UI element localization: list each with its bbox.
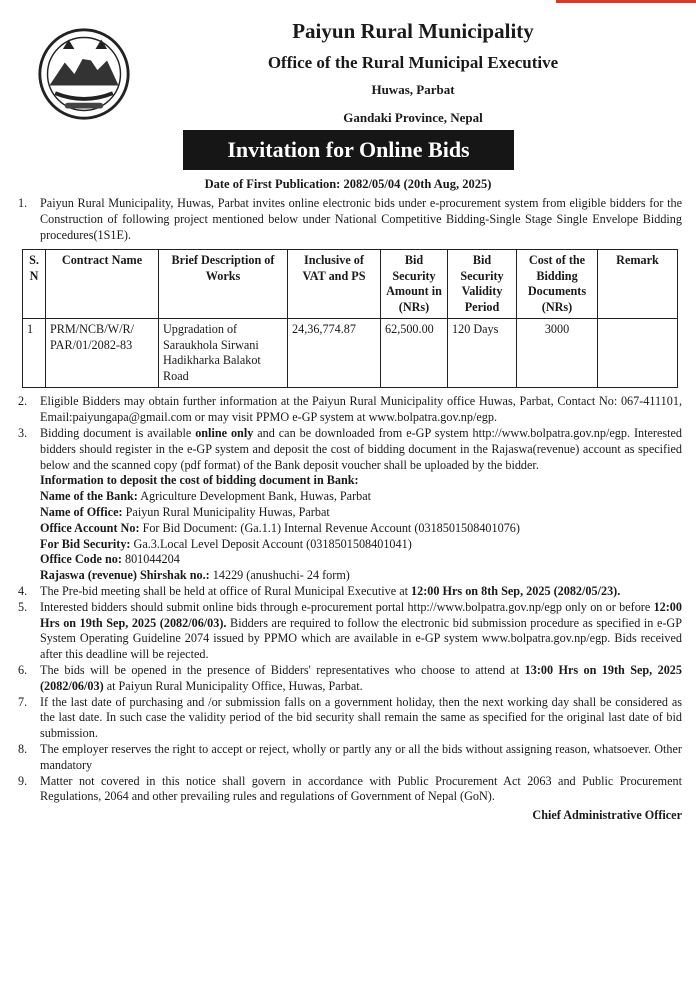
notice-item-2 bbox=[18, 394, 682, 426]
item-text-post: at Paiyun Rural Municipality Office, Huwas, Parbat. bbox=[103, 678, 363, 693]
col-sn: S. N bbox=[23, 250, 46, 319]
cell-bid-security-amount: 62,500.00 bbox=[381, 319, 448, 388]
item-text-pre: Bidding document is available bbox=[40, 425, 196, 440]
account-label: Office Account No: bbox=[40, 520, 140, 535]
item-text: Matter not covered in this notice shall govern in accordance with Public Procurement Act 2063 and Public Procurement Regulations, 2064 and other prevailing rules and regulations of Government of Nepal (GoN). bbox=[40, 773, 682, 804]
bids-table bbox=[22, 249, 678, 388]
item-text-post: and can be downloaded from e-GP system http://www.bolpatra.gov.np/egp. Interested bidders should register in the e-GP system and deposit the cost of bidding document in the Rajaswa(revenue) account as specified below and the scanned copy (pdf format) of the Bank deposit voucher shall be uploaded by the bidder. bbox=[40, 425, 682, 472]
rajaswa-line bbox=[40, 568, 682, 584]
notice-item-3 bbox=[18, 426, 682, 473]
security-value: Ga.3.Local Level Deposit Account (0318501508401041) bbox=[130, 536, 412, 551]
table-row bbox=[23, 319, 678, 388]
item-text: If the last date of purchasing and /or submission falls on a government holiday, then the next working day shall be considered as the last date. In such case the validity period of the bid security shall remain the same as specified for the original last date of bid submission. bbox=[40, 694, 682, 741]
notice-item-8 bbox=[18, 742, 682, 774]
notice-item-5 bbox=[18, 600, 682, 663]
col-remark: Remark bbox=[598, 250, 678, 319]
office-title: Office of the Rural Municipal Executive bbox=[267, 53, 559, 72]
item-text-post: Bidders are required to follow the electronic bid submission procedure as specified in e-GP System Operating Guideline 2074 issued by PPMO which are available in e-GP system www.bolpatra.gov.np/egp. Bids received after this deadline will be rejected. bbox=[40, 615, 682, 662]
rajaswa-label: Rajaswa (revenue) Shirshak no.: bbox=[40, 568, 210, 583]
top-accent-line bbox=[556, 0, 696, 3]
col-contract-name: Contract Name bbox=[46, 250, 159, 319]
signature: Chief Administrative Officer bbox=[532, 808, 682, 823]
office-address: Huwas, Parbat bbox=[371, 82, 455, 97]
security-line bbox=[40, 537, 682, 553]
item-number: 3. bbox=[18, 425, 28, 440]
item-text bbox=[40, 663, 682, 695]
notice-banner: Invitation for Online Bids bbox=[183, 130, 514, 170]
municipality-title: Paiyun Rural Municipality bbox=[292, 19, 534, 43]
item-text: The employer reserves the right to accept or reject, wholly or partly any or all the bids without assigning reason, whatsoever. Other mandatory bbox=[40, 741, 682, 772]
cell-remark bbox=[598, 319, 678, 388]
item-text bbox=[40, 584, 682, 600]
province-line: Gandaki Province, Nepal bbox=[343, 110, 483, 125]
account-value: For Bid Document: (Ga.1.1) Internal Revenue Account (0318501508401076) bbox=[139, 520, 520, 535]
rajaswa-value: 14229 (anushuchi- 24 form) bbox=[209, 568, 350, 583]
account-line bbox=[40, 521, 682, 537]
item-number: 4. bbox=[18, 583, 28, 598]
col-document-cost: Cost of the Bidding Documents (NRs) bbox=[517, 250, 598, 319]
item-text-bold: online only bbox=[195, 425, 254, 440]
item-number: 5. bbox=[18, 599, 28, 614]
col-bid-security-amount: Bid Security Amount in (NRs) bbox=[381, 250, 448, 319]
col-vat: Inclusive of VAT and PS bbox=[288, 250, 381, 319]
bank-name-label: Name of the Bank: bbox=[40, 489, 138, 504]
notice-item-7 bbox=[18, 695, 682, 742]
notice-item-6 bbox=[18, 663, 682, 695]
notice-item-4 bbox=[18, 584, 682, 600]
notice-item-9 bbox=[18, 774, 682, 806]
item-text-pre: Interested bidders should submit online bids through e-procurement portal http://www.bolpatra.gov.np/egp only on or before bbox=[40, 599, 654, 614]
publication-date: Date of First Publication: 2082/05/04 (20th Aug, 2025) bbox=[204, 177, 492, 191]
item-text-bold: 12:00 Hrs on 19th Sep, 2025 (2082/06/03). bbox=[40, 599, 682, 630]
item-text bbox=[40, 426, 682, 473]
item-text-bold: 13:00 Hrs on 19th Sep, 2025 (2082/06/03) bbox=[40, 662, 682, 693]
item-text-pre: The bids will be opened in the presence of Bidders' representatives who choose to attend at bbox=[40, 662, 525, 677]
office-code-label: Office Code no: bbox=[40, 552, 122, 567]
municipality-emblem-icon bbox=[36, 26, 132, 122]
cell-vat: 24,36,774.87 bbox=[288, 319, 381, 388]
cell-contract-name: PRM/NCB/W/R/ PAR/01/2082-83 bbox=[46, 319, 159, 388]
cell-bid-security-validity: 120 Days bbox=[448, 319, 517, 388]
item-text bbox=[40, 600, 682, 663]
office-name-line bbox=[40, 505, 682, 521]
office-code-value: 801044204 bbox=[121, 552, 180, 567]
item-text: Eligible Bidders may obtain further information at the Paiyun Rural Municipality office Huwas, Parbat, Contact No: 067-411101, Email:paiyungapa@gmail.com or may visit PPMO e-GP system at www.bolpatra.gov.np/egp. bbox=[40, 394, 682, 425]
item-text: Paiyun Rural Municipality, Huwas, Parbat invites online electronic bids under e-procurement system from eligible bidders for the Construction of following project mentioned below under National Competitive Bidding-Single Stage Single Envelope Bidding procedures(1S1E). bbox=[40, 196, 682, 242]
item-number: 7. bbox=[18, 694, 28, 709]
col-bid-security-validity: Bid Security Validity Period bbox=[448, 250, 517, 319]
item-number: 9. bbox=[18, 773, 28, 788]
office-code-line bbox=[40, 552, 682, 568]
office-name-value: Paiyun Rural Municipality Huwas, Parbat bbox=[122, 504, 330, 519]
notice-item-1 bbox=[18, 196, 682, 243]
item-number: 2. bbox=[18, 394, 28, 409]
item-text-pre: The Pre-bid meeting shall be held at office of Rural Municipal Executive at bbox=[40, 583, 412, 598]
item-number: 1. bbox=[18, 196, 28, 210]
bank-name-line bbox=[40, 489, 682, 505]
cell-document-cost: 3000 bbox=[517, 319, 598, 388]
office-name-label: Name of Office: bbox=[40, 504, 123, 519]
bank-info-heading: Information to deposit the cost of bidding document in Bank: bbox=[40, 473, 359, 488]
notice-body bbox=[18, 196, 682, 824]
cell-description: Upgradation of Saraukhola Sirwani Hadikharka Balakot Road bbox=[159, 319, 288, 388]
bank-info bbox=[40, 473, 682, 584]
item-number: 8. bbox=[18, 741, 28, 756]
col-description: Brief Description of Works bbox=[159, 250, 288, 319]
item-text-bold: 12:00 Hrs on 8th Sep, 2025 (2082/05/23). bbox=[411, 583, 621, 598]
item-number: 6. bbox=[18, 662, 28, 677]
table-header-row bbox=[23, 250, 678, 319]
cell-sn: 1 bbox=[23, 319, 46, 388]
security-label: For Bid Security: bbox=[40, 536, 131, 551]
bank-name-value: Agriculture Development Bank, Huwas, Parbat bbox=[137, 489, 372, 504]
